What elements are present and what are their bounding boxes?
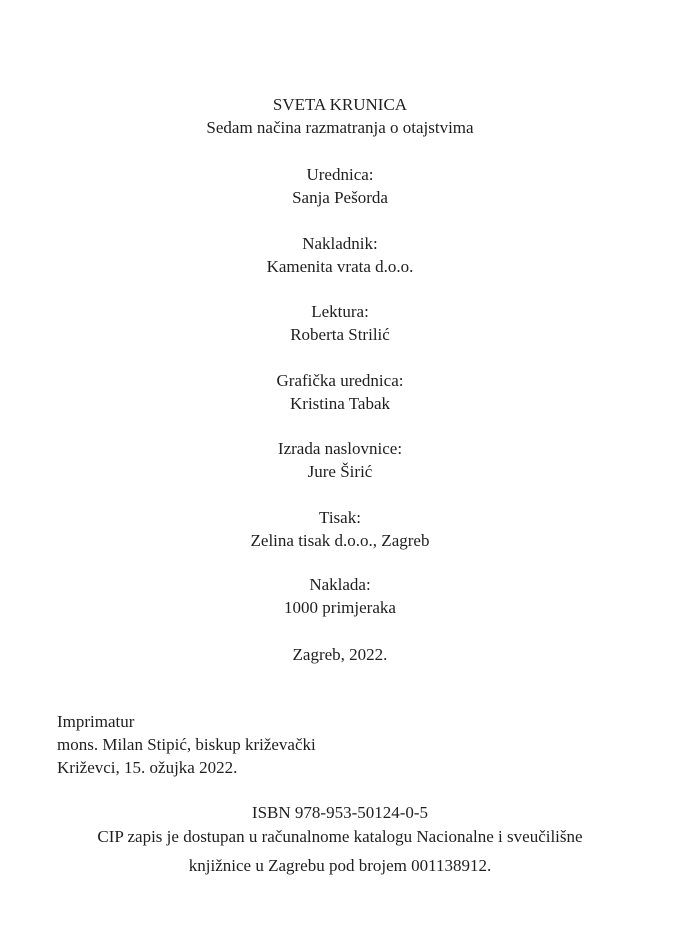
imprimatur-person: mons. Milan Stipić, biskup križevački	[57, 735, 316, 754]
credit-graphic-editor	[0, 369, 680, 415]
credit-value: Kristina Tabak	[290, 394, 390, 413]
cip-line-1: CIP zapis je dostupan u računalnome katalogu Nacionalne i sveučilišne	[97, 827, 583, 846]
credit-value: Kamenita vrata d.o.o.	[266, 257, 414, 276]
credit-label: Grafička urednica:	[276, 371, 404, 390]
isbn-number: ISBN 978-953-50124-0-5	[251, 803, 429, 822]
cip-line-2: knjižnice u Zagrebu pod brojem 001138912.	[188, 856, 492, 875]
book-subtitle: Sedam načina razmatranja o otajstvima	[206, 118, 474, 137]
imprimatur-place-date: Križevci, 15. ožujka 2022.	[57, 758, 238, 777]
credit-label: Urednica:	[306, 165, 374, 184]
credit-printing	[0, 506, 680, 552]
credit-label: Izrada naslovnice:	[277, 439, 403, 458]
title-block	[0, 93, 680, 139]
credit-value: 1000 primjeraka	[284, 598, 396, 617]
imprimatur-heading: Imprimatur	[57, 712, 135, 731]
credit-print-run	[0, 573, 680, 619]
credit-value: Sanja Pešorda	[292, 188, 388, 207]
imprimatur-block	[57, 710, 316, 779]
credit-value: Jure Širić	[307, 462, 373, 481]
credit-label: Lektura:	[311, 302, 369, 321]
credit-label: Naklada:	[309, 575, 371, 594]
credit-editor	[0, 163, 680, 209]
credit-label: Tisak:	[319, 508, 361, 527]
credit-proofreading	[0, 300, 680, 346]
credit-publisher	[0, 232, 680, 278]
credit-cover-design	[0, 437, 680, 483]
credit-value: Zelina tisak d.o.o., Zagreb	[250, 531, 430, 550]
place-date	[0, 643, 680, 666]
credit-value: Roberta Strilić	[290, 325, 390, 344]
place-date-text: Zagreb, 2022.	[292, 645, 388, 664]
isbn-block	[0, 801, 680, 877]
credit-label: Nakladnik:	[302, 234, 378, 253]
book-title: SVETA KRUNICA	[272, 95, 408, 114]
